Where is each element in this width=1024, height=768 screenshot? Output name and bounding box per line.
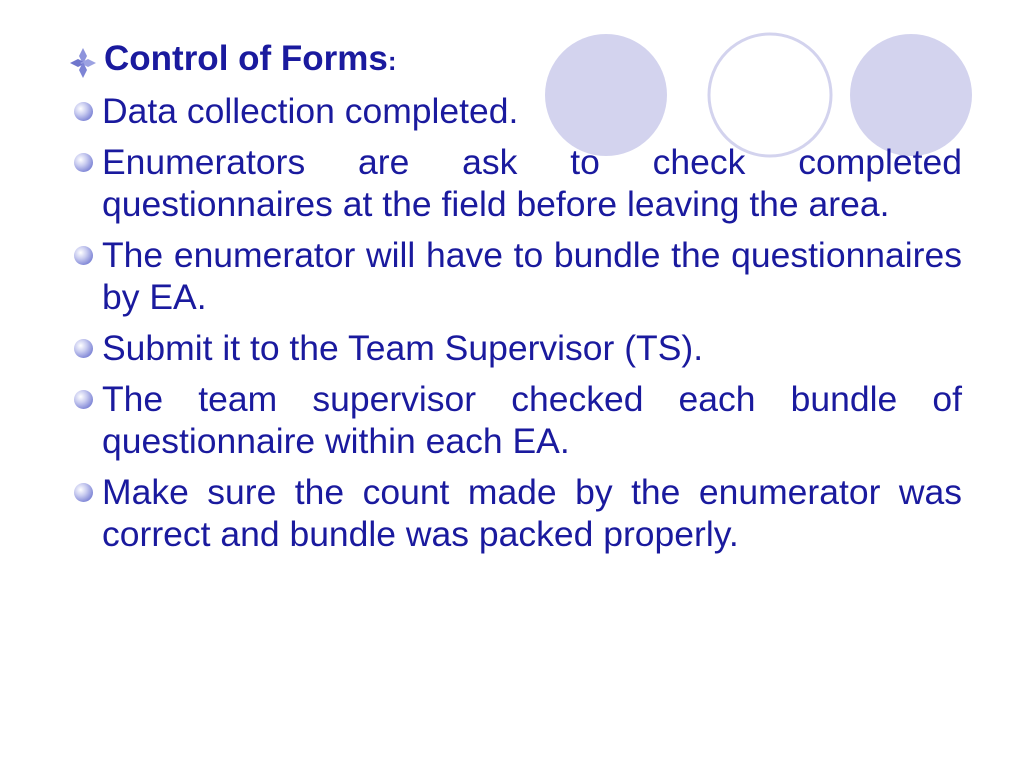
bullet-text: Enumerators are ask to check completed questionnaires at the field before leaving the area. <box>102 142 962 224</box>
bullet-text: Data collection completed. <box>102 91 519 131</box>
bullet-dot-icon <box>74 153 93 172</box>
slide-content <box>64 38 962 564</box>
bullet-item <box>64 378 962 462</box>
bullet-list <box>64 90 962 555</box>
heading-title <box>104 38 397 82</box>
bullet-dot-icon <box>74 102 93 121</box>
bullet-dot-icon <box>74 339 93 358</box>
bullet-dot-icon <box>74 390 93 409</box>
heading-colon: : <box>387 46 397 76</box>
diamond-star-icon <box>64 42 102 82</box>
bullet-dot-icon <box>74 483 93 502</box>
bullet-item <box>64 234 962 318</box>
bullet-text: Make sure the count made by the enumerator was correct and bundle was packed properly. <box>102 472 962 554</box>
bullet-text: Submit it to the Team Supervisor (TS). <box>102 328 704 368</box>
bullet-item <box>64 471 962 555</box>
bullet-item <box>64 141 962 225</box>
bullet-dot-icon <box>74 246 93 265</box>
bullet-text: The enumerator will have to bundle the questionnaires by EA. <box>102 235 962 317</box>
bullet-text: The team supervisor checked each bundle of questionnaire within each EA. <box>102 379 962 461</box>
heading-title-text: Control of Forms <box>104 39 388 78</box>
bullet-item <box>64 327 962 369</box>
bullet-item <box>64 90 962 132</box>
slide-heading <box>64 38 962 90</box>
